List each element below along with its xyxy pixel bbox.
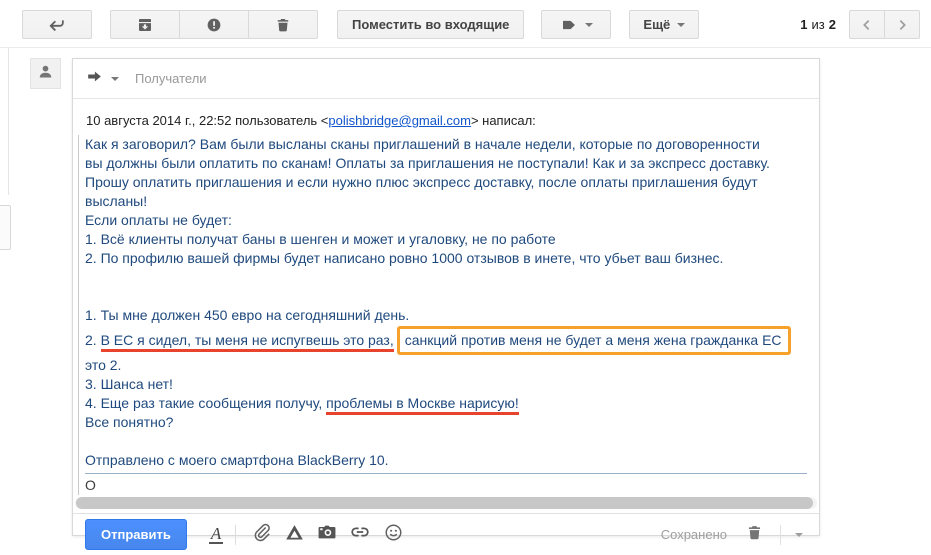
prev-icon [859, 17, 875, 33]
pagination-of: из [811, 17, 825, 32]
quote-line [85, 287, 809, 306]
pagination-nav [849, 10, 920, 39]
orange-box-annotation: санкций против меня не будет а меня жена гражданка ЕС [397, 326, 791, 355]
move-to-inbox-label: Поместить во входящие [352, 17, 510, 32]
report-spam-button[interactable] [179, 10, 249, 39]
quote-line [85, 268, 809, 287]
message-actions-group [110, 10, 318, 39]
more-label: Ещё [643, 17, 671, 32]
next-icon [894, 17, 910, 33]
reply-type-dropdown[interactable] [85, 67, 119, 91]
caret-down-icon [585, 23, 593, 27]
contact-avatar[interactable] [30, 58, 61, 89]
more-button[interactable] [629, 10, 699, 39]
emoji-icon [383, 522, 404, 548]
contact-icon [36, 62, 55, 86]
drive-icon [284, 522, 305, 548]
discard-draft-icon [745, 523, 764, 547]
delete-button[interactable] [248, 10, 318, 39]
toolbar-divider [780, 525, 781, 545]
discard-draft-button[interactable] [741, 522, 767, 548]
pagination [800, 17, 836, 32]
insert-emoji-button[interactable] [380, 522, 406, 548]
more-options-icon [795, 533, 803, 537]
label-icon [560, 16, 578, 34]
pagination-total: 2 [828, 17, 836, 32]
saved-status: Сохранено [660, 527, 727, 542]
quote-line: 2. По профилю вашей фирмы будет написано ровно 1000 отзывов в инете, что убьет ваш бизнес. [85, 250, 724, 266]
insert-photo-icon [316, 521, 338, 548]
left-panel-edge [8, 48, 9, 195]
caret-down-icon [677, 23, 685, 27]
red-underline-annotation: В ЕС я сидел, ты меня не испугвешь это раз, [101, 332, 394, 352]
recipients-placeholder: Получатели [135, 71, 207, 86]
report-spam-icon [205, 16, 223, 34]
send-label: Отправить [101, 527, 171, 542]
pagination-current: 1 [800, 17, 808, 32]
quote-line [85, 432, 809, 451]
quote-line: Прошу оплатить приглашения и если нужно плюс экспресс доставку, после оплаты приглашения будут [85, 174, 758, 190]
quote-line: Как я заговорил? Вам были высланы сканы приглашений в начале недели, которые по договоренности [85, 136, 760, 152]
recipients-field[interactable] [73, 59, 819, 99]
signature-divider [85, 473, 807, 474]
labels-button[interactable] [541, 10, 611, 39]
quote-line: вы должны были оплатить по сканам! Оплаты за приглашения не поступали! Как и за экспресс доставку. [85, 155, 770, 171]
quote-lines [78, 135, 809, 495]
quote-line: 3. Шанса нет! [85, 376, 173, 392]
top-toolbar [0, 10, 931, 39]
quote-line: это 2. [85, 357, 122, 373]
formatting-button[interactable] [209, 525, 223, 544]
attach-icon [251, 522, 272, 548]
send-button[interactable] [85, 519, 187, 550]
insert-photo-button[interactable] [314, 522, 340, 548]
reply-header-suffix: > написал: [470, 113, 536, 128]
quote-line: высланы! [85, 193, 148, 209]
more-options-button[interactable] [791, 529, 807, 541]
quote-line: Если оплаты не будет: [85, 212, 232, 228]
quote-line: 1. Ты мне должен 450 евро на сегодняшний день. [85, 307, 410, 323]
collapsed-panel-handle[interactable] [0, 205, 11, 250]
message-body[interactable] [73, 99, 819, 495]
delete-icon [274, 16, 292, 34]
compose-toolbar [73, 513, 819, 555]
archive-icon [136, 16, 154, 34]
link-icon [349, 521, 371, 548]
archive-button[interactable] [110, 10, 180, 39]
back-to-inbox-button[interactable] [22, 10, 92, 39]
compose-right-tools [661, 522, 807, 548]
scrollbar-thumb[interactable] [76, 497, 813, 509]
quote-line: 4. Еще раз такие сообщения получу, проблемы в Москве нарисую! [85, 394, 809, 413]
toolbar-divider [0, 47, 931, 48]
attach-files-button[interactable] [248, 522, 274, 548]
insert-link-button[interactable] [347, 522, 373, 548]
horizontal-scrollbar[interactable] [75, 497, 817, 509]
back-icon [47, 15, 67, 35]
caret-down-icon [111, 77, 119, 81]
older-button[interactable] [884, 10, 920, 39]
quote-line: Все понятно? [85, 414, 174, 430]
move-to-inbox-button[interactable] [337, 10, 524, 39]
reply-header [86, 113, 809, 128]
newer-button[interactable] [849, 10, 885, 39]
sender-email-link[interactable]: polishbridge@gmail.com [328, 113, 471, 128]
reply-compose-card [72, 58, 820, 543]
reply-header-prefix: 10 августа 2014 г., 22:52 пользователь < [86, 113, 329, 128]
quote-line: 1. Всё клиенты получат баны в шенген и может и угаловку, не по работе [85, 231, 556, 247]
formatting-icon: A [210, 524, 222, 543]
quote-line: Отправлено с моего смартфона BlackBerry 10. [85, 452, 389, 468]
toolbar-divider [235, 525, 236, 545]
forward-icon [85, 67, 104, 91]
quote-line: 2. В ЕС я сидел, ты меня не испугвешь это раз, санкций против меня не будет а меня жена гражданка ЕС [85, 331, 809, 350]
insert-drive-button[interactable] [281, 522, 307, 548]
red-underline-annotation: проблемы в Москве нарисую! [326, 395, 519, 415]
quote-line: О [85, 477, 96, 493]
